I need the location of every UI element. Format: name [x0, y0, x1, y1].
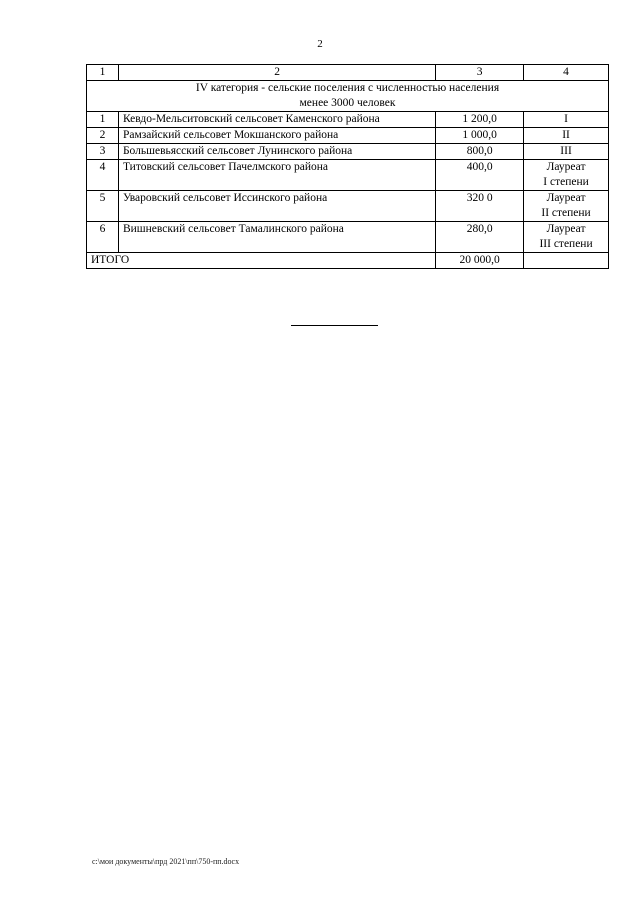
- total-amount: 20 000,0: [436, 253, 524, 269]
- total-label: ИТОГО: [87, 253, 436, 269]
- total-row: [87, 253, 609, 269]
- amount: 800,0: [436, 144, 524, 160]
- row-number: 2: [87, 128, 119, 144]
- row-number: 5: [87, 191, 119, 222]
- prize: III: [524, 144, 609, 160]
- prize-line-1: Лауреат: [546, 223, 586, 235]
- header-col-2: 2: [118, 65, 435, 81]
- amount: 280,0: [436, 222, 524, 253]
- amount: 400,0: [436, 160, 524, 191]
- amount: 1 000,0: [436, 128, 524, 144]
- amount: 1 200,0: [436, 112, 524, 128]
- category-row: [87, 81, 609, 112]
- table-row: [87, 112, 609, 128]
- table-row: [87, 222, 609, 253]
- table-header-row: [87, 65, 609, 81]
- table-row: [87, 191, 609, 222]
- category-title: [87, 81, 609, 112]
- table-row: [87, 144, 609, 160]
- total-empty-cell: [524, 253, 609, 269]
- header-col-4: 4: [524, 65, 609, 81]
- settlement-name: Рамзайский сельсовет Мокшанского района: [118, 128, 435, 144]
- row-number: 3: [87, 144, 119, 160]
- prize: [524, 222, 609, 253]
- prize: I: [524, 112, 609, 128]
- table-row: [87, 128, 609, 144]
- header-col-1: 1: [87, 65, 119, 81]
- prize-line-2: I степени: [543, 176, 589, 188]
- page-number: 2: [317, 38, 323, 50]
- category-title-line-2: менее 3000 человек: [299, 97, 396, 109]
- settlement-name: Большевьясский сельсовет Лунинского района: [118, 144, 435, 160]
- section-divider: [291, 325, 378, 326]
- prize-line-2: III степени: [539, 238, 593, 250]
- prize-line-1: Лауреат: [546, 161, 586, 173]
- awards-table: [86, 64, 609, 269]
- footer-file-path: c:\мои документы\прд 2021\пп\750-пп.docx: [92, 857, 240, 866]
- prize: II: [524, 128, 609, 144]
- settlement-name: Кевдо-Мельситовский сельсовет Каменского района: [118, 112, 435, 128]
- table-row: [87, 160, 609, 191]
- prize: [524, 191, 609, 222]
- settlement-name: Вишневский сельсовет Тамалинского района: [118, 222, 435, 253]
- row-number: 4: [87, 160, 119, 191]
- row-number: 1: [87, 112, 119, 128]
- settlement-name: Уваровский сельсовет Иссинского района: [118, 191, 435, 222]
- prize-line-2: II степени: [541, 207, 591, 219]
- row-number: 6: [87, 222, 119, 253]
- header-col-3: 3: [436, 65, 524, 81]
- prize-line-1: Лауреат: [546, 192, 586, 204]
- amount: 320 0: [436, 191, 524, 222]
- category-title-line-1: IV категория - сельские поселения с численностью населения: [195, 82, 500, 94]
- settlement-name: Титовский сельсовет Пачелмского района: [118, 160, 435, 191]
- prize: [524, 160, 609, 191]
